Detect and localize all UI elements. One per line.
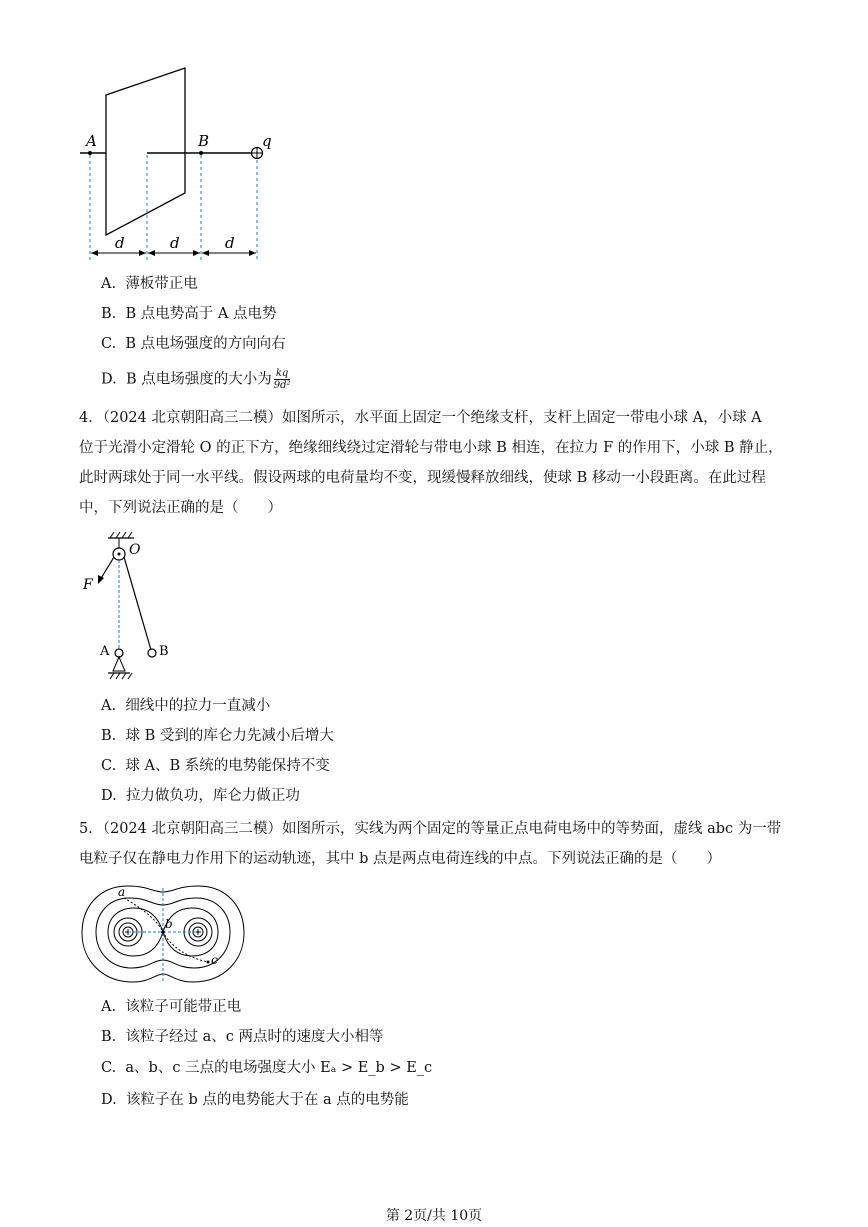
q3-option-c (101, 334, 286, 354)
q3-label-b: B (198, 132, 210, 150)
q3-option-b (101, 304, 276, 324)
q4-option-d-text: 拉力做负功，库仑力做正功 (125, 788, 300, 804)
q5-label-b: b (165, 917, 173, 931)
q3-option-a-text: 薄板带正电 (125, 276, 198, 292)
q4-label-b: B (159, 644, 169, 659)
q4-label-o: O (129, 542, 141, 558)
q4-option-a (101, 696, 270, 716)
q5-option-c-letter: C. (101, 1060, 117, 1076)
q3-label-d1: d (115, 234, 125, 252)
q5-option-a (101, 997, 241, 1017)
q5-stem (79, 814, 794, 874)
q4-option-b-letter: B. (101, 728, 117, 744)
q3-label-d3: d (225, 234, 235, 252)
q4-stem-line-3: 此时两球处于同一水平线。假设两球的电荷量均不变，现缓慢释放细线，使球 B 移动一小段距离。在此过程 (79, 470, 766, 486)
q5-option-b (101, 1027, 383, 1047)
q5-label-a: a (118, 885, 126, 899)
q5-option-b-text: 该粒子经过 a、c 两点时的速度大小相等 (125, 1029, 384, 1045)
q4-stem-line-1: 4．（2024 北京朝阳高三二模）如图所示，水平面上固定一个绝缘支杆，支杆上固定一带电小球 A，小球 A (79, 410, 762, 426)
q4-option-a-text: 细线中的拉力一直减小 (125, 698, 271, 714)
q3-label-a: A (86, 132, 97, 150)
q4-option-d-letter: D. (101, 788, 117, 804)
q4-option-b (101, 726, 334, 746)
q5-option-c (101, 1058, 432, 1078)
q4-option-c (101, 756, 330, 776)
page-number-footer: 第 2页/共 10页 (385, 1208, 483, 1224)
q4-stem-line-2: 位于光滑小定滑轮 O 的正下方，绝缘细线绕过定滑轮与带电小球 B 相连，在拉力 F 的作用下，小球 B 静止， (79, 440, 783, 456)
q4-option-b-text: 球 B 受到的库仑力先减小后增大 (125, 728, 334, 744)
q5-option-d (101, 1090, 409, 1110)
q5-figure (78, 878, 250, 990)
q4-figure (78, 528, 188, 688)
q3-option-d-fraction (274, 368, 291, 391)
q3-option-c-text: B 点电场强度的方向向右 (125, 336, 286, 352)
q5-option-a-text: 该粒子可能带正电 (125, 999, 242, 1015)
q3-label-d2: d (170, 234, 180, 252)
q5-stem-line-1: 5．（2024 北京朝阳高三二模）如图所示，实线为两个固定的等量正点电荷电场中的等势面，虚线 abc 为一带 (79, 821, 782, 837)
q3-option-b-text: B 点电势高于 A 点电势 (125, 306, 277, 322)
q5-option-a-letter: A. (101, 999, 117, 1015)
q4-option-a-letter: A. (101, 698, 117, 714)
q4-option-d (101, 786, 300, 806)
q4-stem (79, 403, 794, 523)
q3-label-q: q (262, 132, 272, 150)
q4-stem-line-4: 中，下列说法正确的是（ ） (79, 500, 282, 516)
q5-option-d-letter: D. (101, 1092, 117, 1108)
q4-option-c-letter: C. (101, 758, 117, 774)
q5-option-d-text: 该粒子在 b 点的电势能大于在 a 点的电势能 (125, 1092, 409, 1108)
q3-option-b-letter: B. (101, 306, 117, 322)
q3-option-d-text: B 点电场强度的大小为 (125, 371, 272, 388)
q3-option-a (101, 274, 198, 294)
q4-option-c-text: 球 A、B 系统的电势能保持不变 (125, 758, 330, 774)
fraction-denominator: 9d² (273, 380, 291, 391)
q3-option-a-letter: A. (101, 276, 117, 292)
q4-label-a: A (100, 644, 110, 659)
q3-option-c-letter: C. (101, 336, 117, 352)
q3-figure (70, 60, 290, 265)
q5-label-c: c (211, 953, 218, 967)
q5-stem-line-2: 电粒子仅在静电力作用下的运动轨迹，其中 b 点是两点电荷连线的中点。下列说法正确的是（ ） (79, 851, 721, 867)
q5-option-c-text: a、b、c 三点的电场强度大小 Eₐ > E_b > E_c (125, 1060, 433, 1076)
q5-option-b-letter: B. (101, 1029, 117, 1045)
q4-label-f: F (83, 577, 93, 593)
q3-option-d (101, 368, 290, 391)
fraction-numerator: kq (274, 368, 291, 380)
q3-option-d-letter: D. (101, 371, 117, 388)
